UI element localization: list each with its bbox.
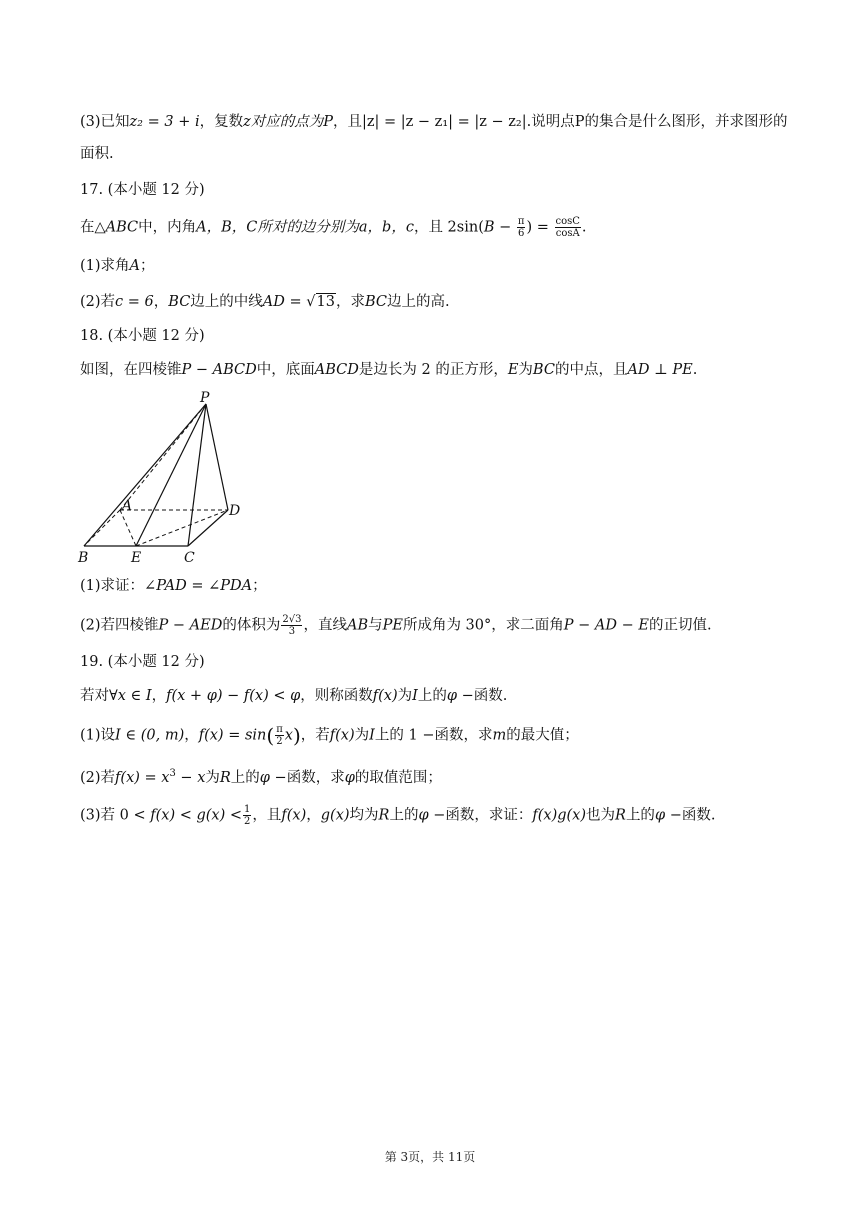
text: 在△ bbox=[80, 219, 106, 236]
math: B − bbox=[483, 219, 516, 236]
text: 为 bbox=[518, 362, 533, 378]
text: 的正切值. bbox=[648, 617, 712, 634]
pyramid-figure bbox=[76, 388, 256, 566]
edge-ED bbox=[136, 510, 228, 546]
text: 上的 1 −函数，求 bbox=[374, 727, 493, 744]
text: ，直线 bbox=[303, 617, 347, 634]
math: φ bbox=[418, 807, 429, 824]
page-footer: 第 3页，共 11页 bbox=[384, 1150, 476, 1164]
text: ，则称函数 bbox=[300, 688, 373, 704]
math: φ bbox=[344, 770, 355, 786]
math: f(x)g(x) bbox=[532, 807, 587, 824]
math: AD = bbox=[262, 294, 307, 310]
sqrt: √13 bbox=[306, 294, 335, 310]
text: −函数，求证： bbox=[428, 807, 533, 824]
numerator: 2√3 bbox=[282, 614, 302, 625]
fraction-cos bbox=[555, 216, 581, 239]
text: ，且|z| = |z − z₁| = |z − z₂|.说明点 bbox=[333, 114, 575, 130]
text: 上的 bbox=[230, 770, 260, 786]
q16-part3-line1 bbox=[80, 112, 800, 132]
text: . bbox=[581, 219, 587, 236]
numerator: π bbox=[517, 216, 525, 227]
math: f(x) = sin bbox=[198, 727, 267, 744]
text: ； bbox=[140, 258, 155, 274]
text: −函数. bbox=[665, 807, 716, 824]
text: 上的 bbox=[625, 807, 655, 824]
text: 上的 bbox=[417, 688, 447, 704]
math: R bbox=[378, 807, 390, 824]
text: (3)若 0 < bbox=[80, 807, 151, 824]
text: ，若 bbox=[300, 727, 330, 744]
text: ， bbox=[151, 688, 167, 704]
math-z2: z₂ = 3 + i bbox=[129, 114, 200, 130]
text: 边上的中线 bbox=[190, 294, 263, 310]
text: 如图，在四棱锥 bbox=[80, 362, 182, 378]
text: −函数，求 bbox=[269, 770, 345, 786]
fraction-pi-2 bbox=[275, 724, 284, 747]
paren-close: ) bbox=[292, 723, 301, 748]
text: ， bbox=[306, 807, 321, 824]
math: a，b，c bbox=[358, 219, 414, 236]
text: 与 bbox=[368, 617, 383, 634]
text: (1)设 bbox=[80, 727, 116, 744]
q17-part2 bbox=[80, 292, 800, 312]
text: ， bbox=[153, 294, 169, 310]
math: g(x) bbox=[320, 807, 350, 824]
denominator: 6 bbox=[518, 228, 525, 239]
text: ，求 bbox=[335, 294, 365, 310]
edge-CD bbox=[188, 510, 228, 546]
exponent: 3 bbox=[169, 768, 176, 779]
text: 的中点，且 bbox=[554, 362, 628, 378]
math: I ∈ (0, m) bbox=[115, 727, 185, 744]
text: 的体积为 bbox=[222, 617, 281, 634]
q19-part1 bbox=[80, 724, 800, 747]
math: AD ⊥ PE bbox=[627, 362, 693, 378]
label-E: E bbox=[131, 550, 142, 566]
math: f(x) < g(x) < bbox=[150, 807, 243, 824]
q19-stem bbox=[80, 686, 800, 706]
edge-AB bbox=[84, 510, 120, 546]
math: f(x) = x bbox=[115, 770, 170, 786]
math: I bbox=[369, 727, 375, 744]
text: ) = bbox=[526, 219, 554, 236]
text: 边上的高. bbox=[387, 294, 450, 310]
math: f(x) bbox=[372, 688, 398, 704]
denominator: 2 bbox=[276, 736, 283, 747]
math: φ bbox=[446, 688, 457, 704]
math: x bbox=[284, 727, 293, 744]
q18-part2 bbox=[80, 614, 800, 637]
edge-PD bbox=[206, 404, 228, 510]
label-C: C bbox=[184, 550, 195, 566]
text: 中，内角 bbox=[138, 219, 197, 236]
math: φ bbox=[259, 770, 270, 786]
text: (1)求证： bbox=[80, 578, 145, 594]
math: BC bbox=[532, 362, 555, 378]
math: A bbox=[129, 258, 141, 274]
text: . bbox=[692, 362, 698, 378]
text: 是边长为 2 的正方形， bbox=[358, 362, 508, 378]
math: BC bbox=[364, 294, 387, 310]
math: c = 6 bbox=[115, 294, 154, 310]
text: (3)已知 bbox=[80, 114, 130, 130]
text: z对应的点为 bbox=[243, 114, 324, 130]
text: 均为 bbox=[349, 807, 379, 824]
label-D: D bbox=[229, 503, 241, 519]
edge-PB bbox=[84, 404, 206, 546]
math: f(x) bbox=[329, 727, 355, 744]
q19-header: 19. (本小题 12 分) bbox=[80, 654, 205, 670]
q17-stem bbox=[80, 216, 800, 239]
math: ABC bbox=[105, 219, 139, 236]
math: P − ABCD bbox=[181, 362, 257, 378]
radicand: 13 bbox=[316, 294, 335, 310]
text: (2)若 bbox=[80, 294, 116, 310]
math: f(x) bbox=[281, 807, 307, 824]
denominator: 2 bbox=[244, 816, 251, 827]
math: x ∈ I bbox=[117, 688, 152, 704]
math: BC bbox=[168, 294, 191, 310]
label-P: P bbox=[200, 390, 210, 406]
text: ，复数 bbox=[199, 114, 244, 130]
text: 所成角为 30°，求二面角 bbox=[402, 617, 564, 634]
math-P: P bbox=[323, 114, 334, 130]
math: φ bbox=[654, 807, 666, 824]
denominator: 3 bbox=[288, 626, 296, 637]
math: E bbox=[507, 362, 519, 378]
text: (2)若四棱锥 bbox=[80, 617, 159, 634]
math: ∠PAD = ∠PDA bbox=[144, 578, 253, 594]
text: 为 bbox=[397, 688, 413, 704]
fraction-one-half bbox=[243, 804, 251, 827]
q19-part2 bbox=[80, 764, 800, 788]
math: AB bbox=[346, 617, 369, 634]
math: m bbox=[492, 727, 507, 744]
math: R bbox=[615, 807, 626, 824]
text: P的集合是什么图形，并求图形的 bbox=[574, 114, 788, 130]
q18-header: 18. (本小题 12 分) bbox=[80, 328, 205, 344]
numerator: π bbox=[276, 724, 283, 735]
text: −函数. bbox=[457, 688, 508, 704]
math: f(x + φ) − f(x) < φ bbox=[166, 688, 301, 704]
text: 若对∀ bbox=[80, 688, 118, 704]
label-B: B bbox=[78, 550, 89, 566]
text: 中，底面 bbox=[256, 362, 315, 378]
edge-PE bbox=[136, 404, 206, 546]
math: P − AD − E bbox=[563, 617, 649, 634]
text: 为 bbox=[354, 727, 370, 744]
math: P − AED bbox=[158, 617, 223, 634]
text: 上的 bbox=[389, 807, 419, 824]
text: 也为 bbox=[586, 807, 616, 824]
text: 的最大值； bbox=[506, 727, 579, 744]
math: I bbox=[412, 688, 418, 704]
q17-header: 17. (本小题 12 分) bbox=[80, 182, 205, 198]
q17-part1 bbox=[80, 256, 800, 276]
numerator: 1 bbox=[244, 804, 251, 815]
q18-stem bbox=[80, 360, 800, 380]
paren-open: ( bbox=[266, 723, 275, 748]
text: ； bbox=[252, 578, 267, 594]
text: 的取值范围； bbox=[354, 770, 442, 786]
q16-part3-line2: 面积. bbox=[80, 146, 114, 162]
text: 为 bbox=[205, 770, 220, 786]
numerator: cosC bbox=[555, 216, 580, 227]
math: ABCD bbox=[314, 362, 359, 378]
label-A: A bbox=[122, 498, 133, 514]
text: ，且 bbox=[252, 807, 282, 824]
q19-part3 bbox=[80, 804, 800, 827]
fraction-pi-6 bbox=[517, 216, 526, 239]
math: PE bbox=[382, 617, 403, 634]
math: A，B，C所对的边分别为 bbox=[196, 219, 359, 236]
math: − x bbox=[175, 770, 206, 786]
q18-part1 bbox=[80, 576, 800, 596]
fraction-volume bbox=[281, 614, 302, 637]
text: (1)求角 bbox=[80, 258, 130, 274]
text: ，且 2sin( bbox=[413, 219, 484, 236]
text: (2)若 bbox=[80, 770, 116, 786]
edge-AE bbox=[120, 510, 136, 546]
text: ， bbox=[184, 727, 199, 744]
math: R bbox=[219, 770, 231, 786]
denominator: cosA bbox=[555, 228, 580, 239]
